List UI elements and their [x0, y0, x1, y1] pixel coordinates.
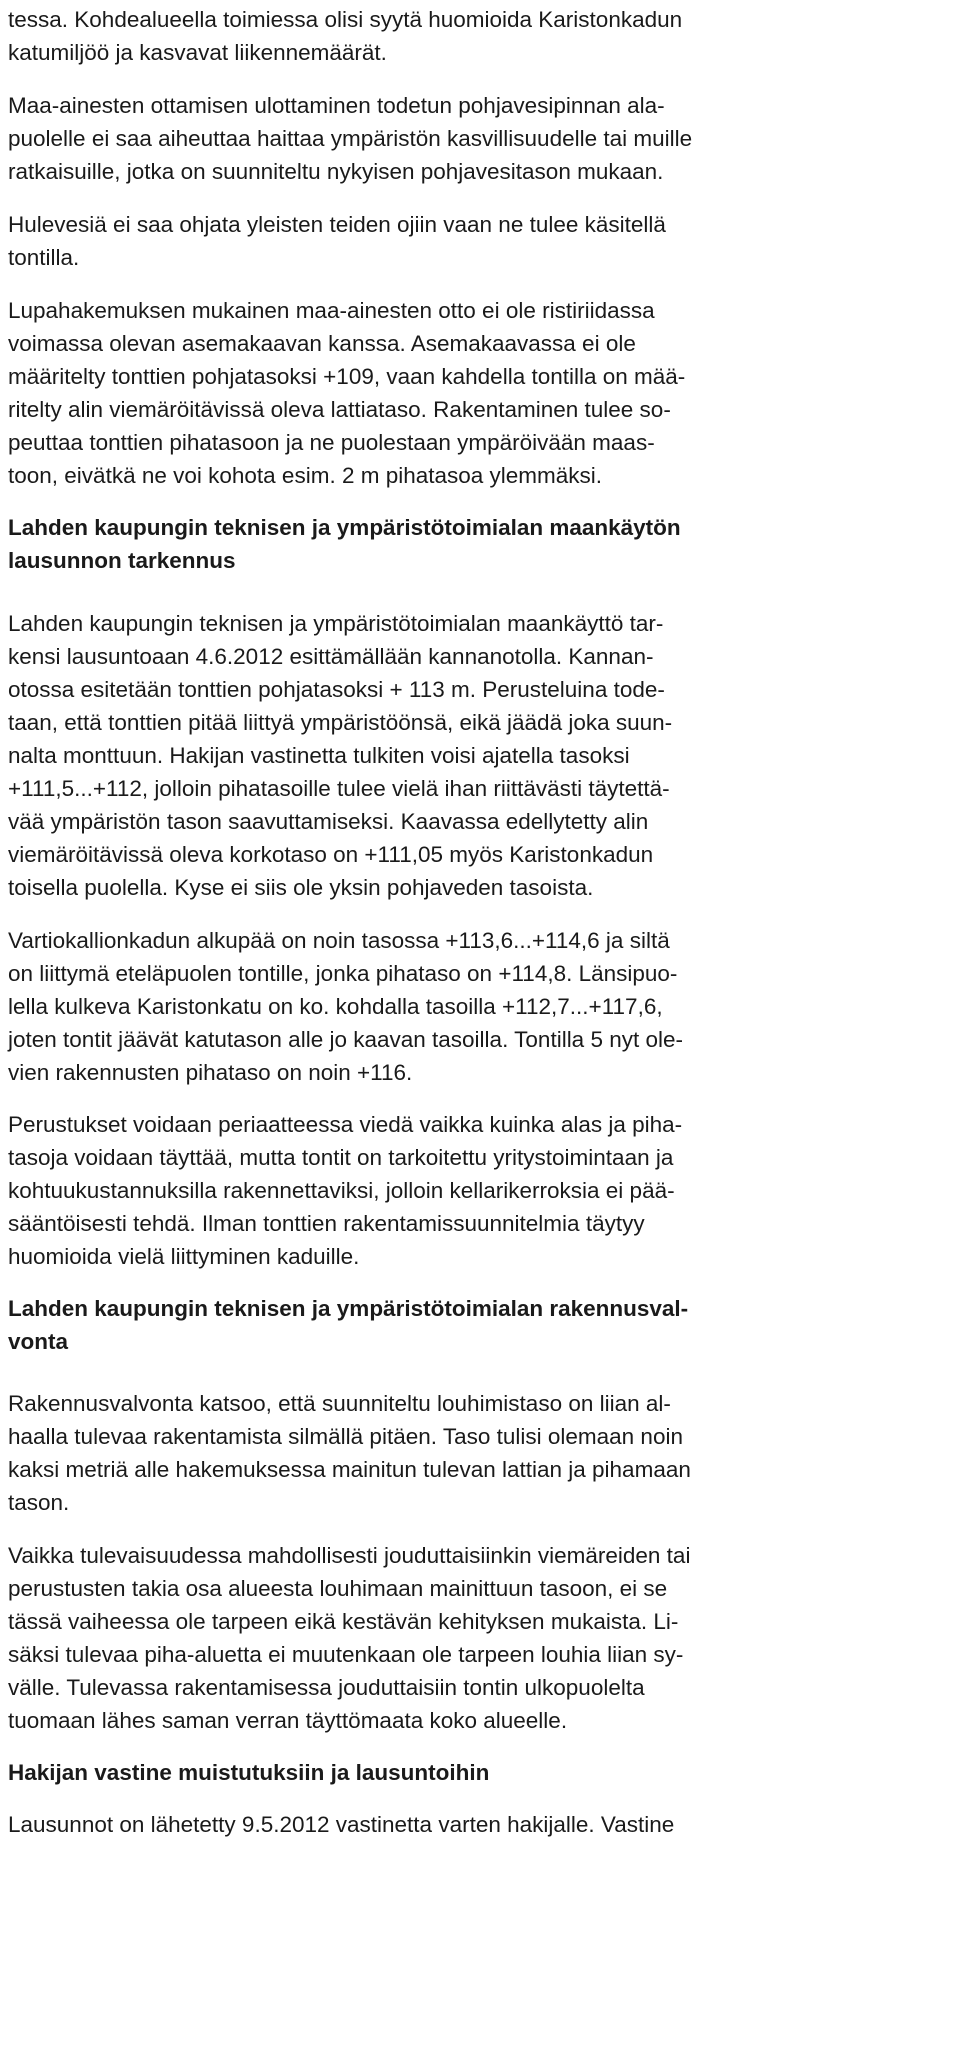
paragraph-line: Rakennusvalvonta katsoo, että suunniteltu louhimistaso on liian al-	[8, 1391, 671, 1416]
paragraph-line: toon, eivätkä ne voi kohota esim. 2 m pihatasoa ylemmäksi.	[8, 463, 603, 488]
paragraph-line: tuomaan lähes saman verran täyttömaata koko alueelle.	[8, 1708, 568, 1733]
paragraph-line: tasoja voidaan täyttää, mutta tontit on tarkoitettu yritystoimintaan ja	[8, 1145, 674, 1170]
paragraph-line: lella kulkeva Karistonkatu on ko. kohdalla tasoilla +112,7...+117,6,	[8, 994, 663, 1019]
paragraph-line: perustusten takia osa alueesta louhimaan mainittuun tasoon, ei se	[8, 1576, 668, 1601]
paragraph-line: tontilla.	[8, 245, 80, 270]
paragraph-line: Vaikka tulevaisuudessa mahdollisesti jouduttaisiinkin viemäreiden tai	[8, 1543, 691, 1568]
paragraph-line: vää ympäristön tason saavuttamiseksi. Kaavassa edellytetty alin	[8, 809, 649, 834]
paragraph-line: Lupahakemuksen mukainen maa-ainesten otto ei ole ristiriidassa	[8, 298, 655, 323]
paragraph-line: joten tontit jäävät katutason alle jo kaavan tasoilla. Tontilla 5 nyt ole-	[8, 1027, 683, 1052]
paragraph-line: puolelle ei saa aiheuttaa haittaa ympäristön kasvillisuudelle tai muille	[8, 126, 693, 151]
paragraph-line: on liittymä eteläpuolen tontille, jonka pihataso on +114,8. Länsipuo-	[8, 961, 678, 986]
paragraph-line: säksi tulevaa piha-aluetta ei muutenkaan ole tarpeen louhia liian sy-	[8, 1642, 684, 1667]
paragraph-line: taan, että tonttien pitää liittyä ympäristöönsä, eikä jäädä joka suun-	[8, 710, 673, 735]
paragraph-line: vien rakennusten pihataso on noin +116.	[8, 1060, 413, 1085]
paragraph-line: +111,5...+112, jolloin pihatasoille tulee vielä ihan riittävästi täytettä-	[8, 776, 670, 801]
paragraph-line: kensi lausuntoaan 4.6.2012 esittämällään kannanotolla. Kannan-	[8, 644, 654, 669]
paragraph-line: viemäröitävissä oleva korkotaso on +111,05 myös Karistonkadun	[8, 842, 654, 867]
paragraph-line: ratkaisuille, jotka on suunniteltu nykyisen pohjavesitason mukaan.	[8, 159, 664, 184]
paragraph-line: kohtuukustannuksilla rakennettaviksi, jolloin kellarikerroksia ei pää-	[8, 1178, 675, 1203]
paragraph-line: haalla tulevaa rakentamista silmällä pitäen. Taso tulisi olemaan noin	[8, 1424, 683, 1449]
paragraph-line: kaksi metriä alle hakemuksessa mainitun tulevan lattian ja pihamaan	[8, 1457, 691, 1482]
section-heading: Lahden kaupungin teknisen ja ympäristötoimialan maankäytön	[8, 515, 681, 540]
paragraph-line: toisella puolella. Kyse ei siis ole yksin pohjaveden tasoista.	[8, 875, 594, 900]
paragraph-line: katumiljöö ja kasvavat liikennemäärät.	[8, 40, 387, 65]
paragraph-line: määritelty tonttien pohjatasoksi +109, vaan kahdella tontilla on mää-	[8, 364, 686, 389]
paragraph-line: peuttaa tonttien pihatasoon ja ne puolestaan ympäröivään maas-	[8, 430, 655, 455]
section-heading: vonta	[8, 1329, 69, 1354]
paragraph-line: tessa. Kohdealueella toimiessa olisi syytä huomioida Karistonkadun	[8, 7, 683, 32]
paragraph-line: Lausunnot on lähetetty 9.5.2012 vastinetta varten hakijalle. Vastine	[8, 1812, 675, 1837]
paragraph-line: huomioida vielä liittyminen kaduille.	[8, 1244, 360, 1269]
paragraph-line: Vartiokallionkadun alkupää on noin tasossa +113,6...+114,6 ja siltä	[8, 928, 670, 953]
paragraph-line: tason.	[8, 1490, 70, 1515]
paragraph-line: otossa esitetään tonttien pohjatasoksi + 113 m. Perusteluina tode-	[8, 677, 665, 702]
section-heading: lausunnon tarkennus	[8, 548, 236, 573]
paragraph-line: nalta monttuun. Hakijan vastinetta tulkiten voisi ajatella tasoksi	[8, 743, 630, 768]
section-heading: Hakijan vastine muistutuksiin ja lausuntoihin	[8, 1760, 490, 1785]
paragraph-line: tässä vaiheessa ole tarpeen eikä kestävän kehityksen mukaista. Li-	[8, 1609, 679, 1634]
paragraph-line: Lahden kaupungin teknisen ja ympäristötoimialan maankäyttö tar-	[8, 611, 664, 636]
paragraph-line: Perustukset voidaan periaatteessa viedä vaikka kuinka alas ja piha-	[8, 1112, 683, 1137]
section-heading: Lahden kaupungin teknisen ja ympäristötoimialan rakennusval-	[8, 1296, 689, 1321]
paragraph-line: voimassa olevan asemakaavan kanssa. Asemakaavassa ei ole	[8, 331, 636, 356]
paragraph-line: Maa-ainesten ottamisen ulottaminen todetun pohjavesipinnan ala-	[8, 93, 665, 118]
paragraph-line: välle. Tulevassa rakentamisessa jouduttaisiin tontin ulkopuolelta	[8, 1675, 645, 1700]
paragraph-line: ritelty alin viemäröitävissä oleva lattiataso. Rakentaminen tulee so-	[8, 397, 671, 422]
paragraph-line: sääntöisesti tehdä. Ilman tonttien rakentamissuunnitelmia täytyy	[8, 1211, 645, 1236]
paragraph-line: Hulevesiä ei saa ohjata yleisten teiden ojiin vaan ne tulee käsitellä	[8, 212, 666, 237]
